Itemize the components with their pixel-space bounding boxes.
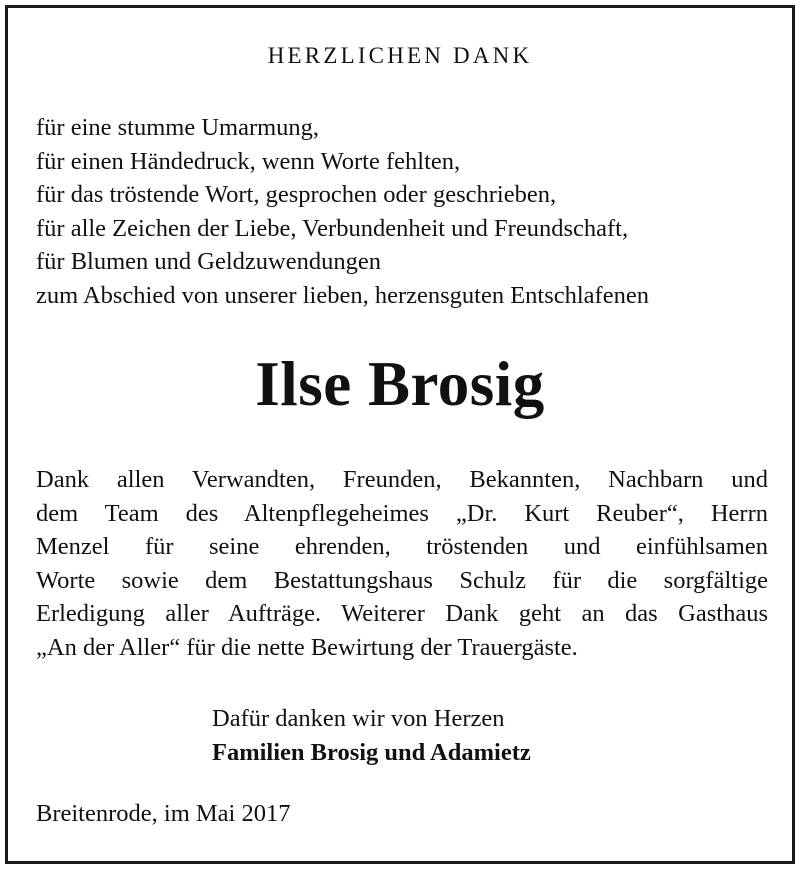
- intro-line: für eine stumme Umarmung,: [36, 114, 320, 141]
- obituary-thank-you-notice: [5, 5, 795, 864]
- closing-block: [212, 702, 531, 769]
- family-signature: Familien Brosig und Adamietz: [212, 738, 531, 766]
- place-and-date: Breitenrode, im Mai 2017: [36, 800, 291, 827]
- intro-line: für alle Zeichen der Liebe, Verbundenheit und Freundschaft,: [36, 214, 629, 242]
- paragraph-line: Dank allen Verwandten, Freunden, Bekannten, Nachbarn und: [36, 466, 768, 493]
- paragraph-line: „An der Aller“ für die nette Bewirtung der Trauergäste.: [36, 633, 578, 661]
- intro-line: für einen Händedruck, wenn Worte fehlten,: [36, 147, 461, 175]
- paragraph-line: Erledigung aller Aufträge. Weiterer Dank geht an das Gasthaus: [36, 600, 768, 628]
- intro-line: zum Abschied von unserer lieben, herzensguten Entschlafenen: [36, 281, 649, 309]
- intro-line: für das tröstende Wort, gesprochen oder geschrieben,: [36, 181, 557, 208]
- notice-heading: HERZLICHEN DANK: [267, 43, 533, 68]
- paragraph-line: dem Team des Altenpflegeheimes „Dr. Kurt Reuber“, Herrn: [36, 499, 768, 527]
- deceased-name: Ilse Brosig: [255, 349, 545, 419]
- paragraph-line: Worte sowie dem Bestattungshaus Schulz für die sorgfältige: [36, 566, 768, 594]
- intro-line: für Blumen und Geldzuwendungen: [36, 248, 381, 275]
- thank-you-paragraph: [36, 463, 768, 665]
- intro-text: [36, 111, 776, 312]
- paragraph-line: Menzel für seine ehrenden, tröstenden und einfühlsamen: [36, 533, 768, 561]
- closing-line: Dafür danken wir von Herzen: [212, 705, 505, 732]
